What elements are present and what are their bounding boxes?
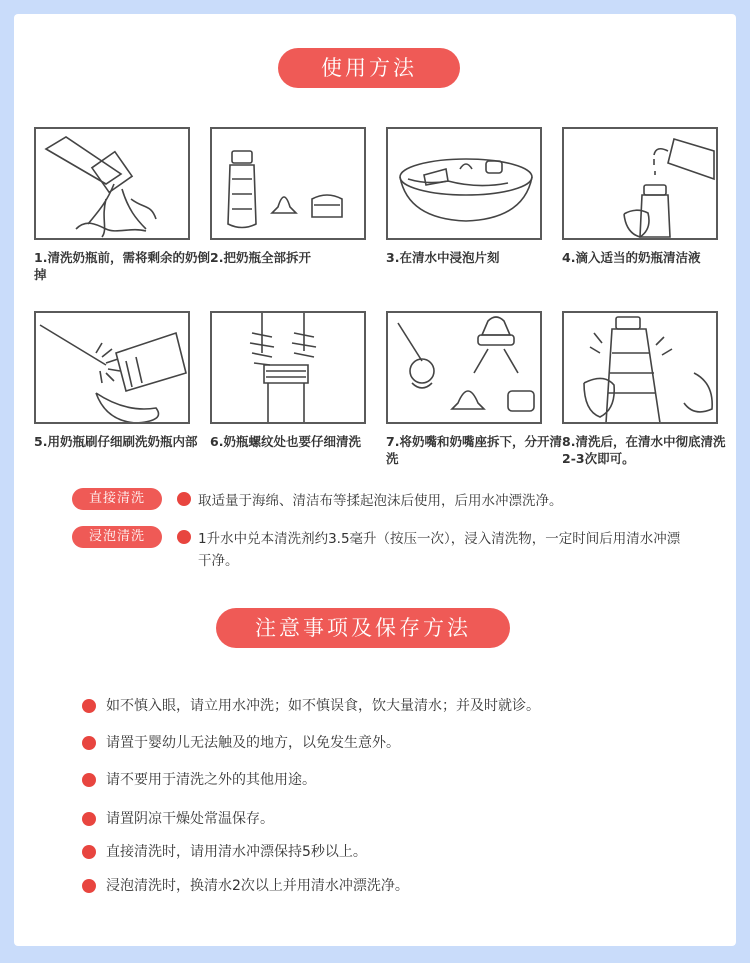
usage-soak-text: 1升水中兑本清洗剂约3.5毫升（按压一次），浸入清洗物，一定时间后用清水冲漂干净。 bbox=[198, 531, 681, 569]
step-8-caption: 8.清洗后，在清水中彻底清洗2-3次即可。 bbox=[562, 434, 726, 466]
step-1 bbox=[34, 127, 210, 283]
step-7 bbox=[386, 311, 562, 467]
step-3-caption: 3.在清水中浸泡片刻 bbox=[386, 250, 500, 265]
note-text: 请置阴凉干燥处常温保存。 bbox=[106, 811, 274, 827]
usage-soak bbox=[72, 526, 722, 574]
bullet-dot bbox=[82, 845, 96, 859]
step-4 bbox=[562, 127, 738, 266]
section-title-usage: 使用方法 bbox=[278, 48, 460, 88]
step-2-caption: 2.把奶瓶全部拆开 bbox=[210, 250, 311, 265]
step-2 bbox=[210, 127, 386, 266]
note-text: 如不慎入眼，请立用水冲洗；如不慎误食，饮大量清水；并及时就诊。 bbox=[106, 698, 540, 714]
step-7-caption: 7.将奶嘴和奶嘴座拆下，分开清洗 bbox=[386, 434, 562, 466]
nipple-parts-illustration bbox=[386, 311, 542, 424]
note-text: 请不要用于清洗之外的其他用途。 bbox=[106, 772, 316, 788]
instruction-card bbox=[14, 14, 736, 946]
step-6 bbox=[210, 311, 386, 450]
usage-soak-tag: 浸泡清洗 bbox=[72, 526, 162, 548]
step-4-caption: 4.滴入适当的奶瓶清洁液 bbox=[562, 250, 701, 265]
brush-bottle-illustration bbox=[34, 311, 190, 424]
bullet-dot bbox=[177, 530, 191, 544]
rinse-bottle-illustration bbox=[562, 311, 718, 424]
step-3 bbox=[386, 127, 562, 266]
step-6-caption: 6.奶瓶螺纹处也要仔细清洗 bbox=[210, 434, 361, 449]
bullet-dot bbox=[82, 812, 96, 826]
bullet-dot bbox=[82, 879, 96, 893]
note-text: 请置于婴幼儿无法触及的地方，以免发生意外。 bbox=[106, 735, 400, 751]
step-8 bbox=[562, 311, 738, 467]
step-5-caption: 5.用奶瓶刷仔细刷洗奶瓶内部 bbox=[34, 434, 198, 449]
disassembled-bottle-illustration bbox=[210, 127, 366, 240]
bullet-dot bbox=[82, 773, 96, 787]
step-1-caption: 1.清洗奶瓶前，需将剩余的奶倒掉 bbox=[34, 250, 210, 282]
bullet-dot bbox=[82, 699, 96, 713]
soak-basin-illustration bbox=[386, 127, 542, 240]
bullet-dot bbox=[82, 736, 96, 750]
usage-direct-tag: 直接清洗 bbox=[72, 488, 162, 510]
section-title-notes: 注意事项及保存方法 bbox=[216, 608, 510, 648]
step-5 bbox=[34, 311, 210, 450]
brush-thread-illustration bbox=[210, 311, 366, 424]
bullet-dot bbox=[177, 492, 191, 506]
usage-direct-text: 取适量于海绵、清洁布等揉起泡沫后使用，后用水冲漂洗净。 bbox=[198, 493, 563, 509]
note-text: 直接清洗时，请用清水冲漂保持5秒以上。 bbox=[106, 844, 367, 860]
usage-direct bbox=[72, 488, 722, 512]
pour-milk-illustration bbox=[34, 127, 190, 240]
add-detergent-illustration bbox=[562, 127, 718, 240]
note-text: 浸泡清洗时，换清水2次以上并用清水冲漂洗净。 bbox=[106, 878, 409, 894]
